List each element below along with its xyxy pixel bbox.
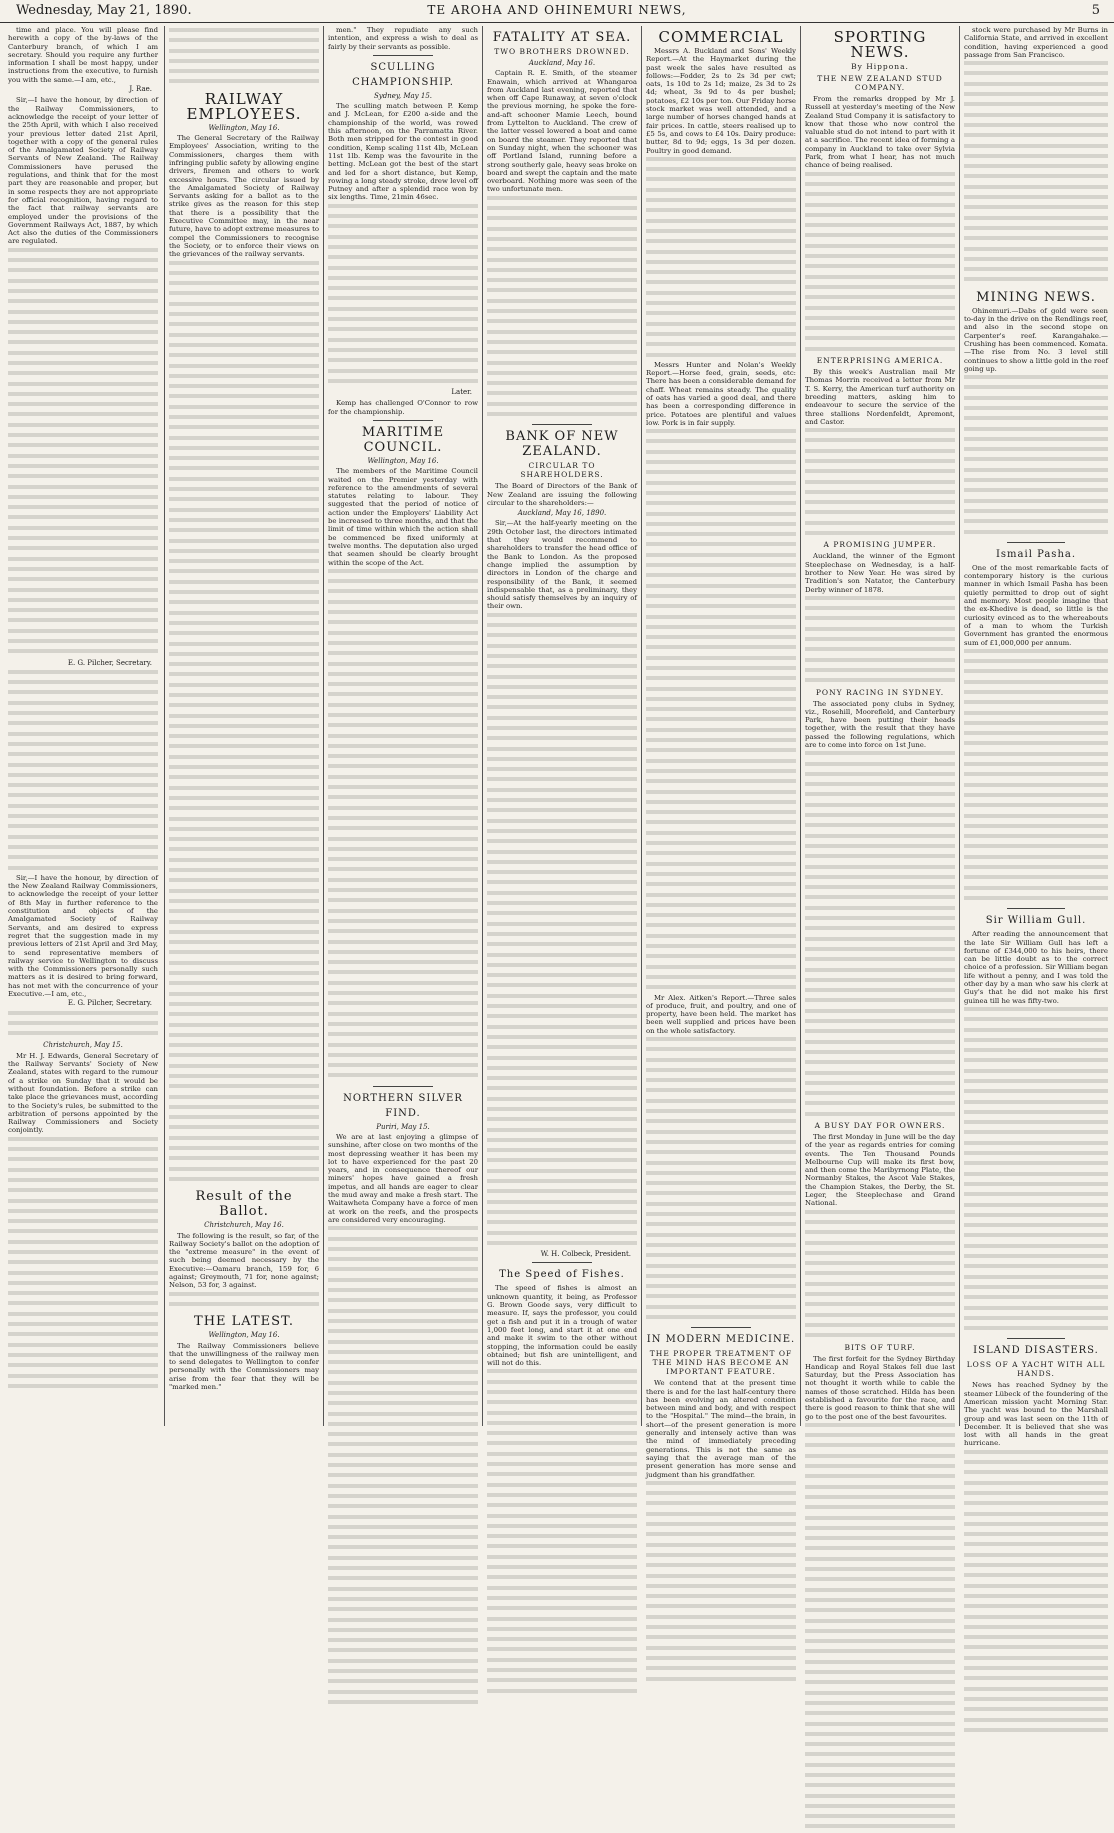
dateline: Christchurch, May 15. <box>43 1041 123 1050</box>
subheadline: THE NEW ZEALAND STUD COMPANY. <box>817 74 943 92</box>
article-paragraph: The following is the result, so far, of the Railway Society's ballot on the adoption of the "extreme measure" in the event of such being deemed necessary by the Executive:—Oamaru branch, 159 for, 6 against; Greymouth, 71 for, none against; Nelson, 53 for, 3 against. <box>169 1231 319 1290</box>
subheadline: TWO BROTHERS DROWNED. <box>494 47 630 56</box>
article-paragraph: The associated pony clubs in Sydney, viz., Rosehill, Moorefield, and Canterbury Park, have been putting their heads together, with the result that they have passed the following regulations, which are to come into force on 1st June. <box>805 699 955 749</box>
article-paragraph: Sir,—At the half-yearly meeting on the 29th October last, the directors intimated that they would recommend to shareholders to transfer the head office of the Bank to London. As the proposed change implied the assumption by directors in London of the charge and responsibility of the Bank, it seemed indispensable that, as a preliminary, they should satisfy themselves by an inquiry of their own. <box>487 519 637 611</box>
article-paragraph: Kemp has challenged O'Connor to row for the championship. <box>328 399 478 416</box>
column-rule <box>641 26 642 1426</box>
column-rule <box>323 26 324 1426</box>
article-paragraph: The first Monday in June will be the day of the year as regards entries for coming events. The Ten Thousand Pounds Melbourne Cup will make its first bow, and then come the Maribyrnong Plate, the Normanby Stakes, the Ascot Vale Stakes, the Champion Stakes, the Derby, the St. Leger, the Steeplechase and Grand National. <box>805 1132 955 1208</box>
masthead-date: Wednesday, May 21, 1890. <box>16 3 192 18</box>
headline: ISLAND DISASTERS. <box>973 1345 1099 1357</box>
signature: E. G. Pilcher, Secretary. <box>67 999 152 1008</box>
headline: NORTHERN SILVER FIND. <box>343 1092 463 1119</box>
page-number: 5 <box>1091 3 1100 18</box>
column-rule <box>164 26 165 1426</box>
headline: SPORTING NEWS. <box>833 28 927 61</box>
subheadline: CIRCULAR TO SHAREHOLDERS. <box>520 461 604 480</box>
subheadline: A PROMISING JUMPER. <box>823 540 937 550</box>
article-paragraph: Sir,—I have the honour, by direction of the Railway Commissioners, to acknowledge the receipt of your letter of the 25th April, with which I also received your previous letter dated 21st April, together with a copy of the general rules of the Amalgamated Society of Railway Servants of New Zealand. The Railway Commissioners have perused the regulations, and think that for the most part they are reasonable and proper, but in some respects they are not appropriate for official recognition, having regard to the fact that railway servants are employed under the provisions of the Government Railways Act, 1887, by which Act also the duties of the Commissioners are regulated. <box>8 96 158 246</box>
article-paragraph: Captain R. E. Smith, of the steamer Enawain, which arrived at Whangaroa from Auckland last evening, reported that when off Cape Runaway, at seven o'clock the previous morning, he spoke the fore-and-aft schooner Mamie Leech, bound from Lyttelton to Auckland. The crew of the latter vessel lowered a boat and came on board the steamer. They reported that on Sunday night, when the schooner was off Portland Island, running before a strong southerly gale, heavy seas broke on board and swept the captain and the mate overboard. Nothing more was seen of the two unfortunate men. <box>487 69 637 194</box>
article-paragraph: The General Secretary of the Railway Employees' Association, writing to the Commissioners, charges them with infringing public safety by allowing engine drivers, firemen and others to work excessive hours. The circular issued by the Amalgamated Society of Railway Servants asking for a ballot as to the strike gives as the reason for this step that there is a possibility that the Executive Committee may, in the near future, have to adopt extreme measures to compel the Commissioners to recognise the Society, or to enforce their views on the grievances of the railway servants. <box>169 134 319 259</box>
headline: IN MODERN MEDICINE. <box>646 1334 796 1346</box>
masthead-title: TE AROHA AND OHINEMURI NEWS, <box>427 3 687 17</box>
headline: The Speed of Fishes. <box>499 1269 625 1281</box>
column-5 <box>646 26 796 1479</box>
column-rule <box>800 26 801 1426</box>
dateline: Wellington, May 16. <box>208 1331 280 1340</box>
headline: MARITIME COUNCIL. <box>361 424 445 455</box>
column-6 <box>805 26 955 1426</box>
article-paragraph: stock were purchased by Mr Burns in California State, and arrived in excellent condition, having experienced a good passage from San Francisco. <box>964 26 1108 59</box>
article-paragraph: Auckland, the winner of the Egmont Steeplechase on Wednesday, is a half-brother to New Year. He was sired by Tradition's son Natator, the Canterbury Derby winner of 1878. <box>805 552 955 594</box>
article-paragraph: By this week's Australian mail Mr Thomas Morrin received a letter from Mr T. S. Kerry, the American turf authority on breeding matters, asking him to endeavour to secure the service of the three stallions Nordenfeldt, Apremont, and Castor. <box>805 368 955 426</box>
article-paragraph: From the remarks dropped by Mr J. Russell at yesterday's meeting of the New Zealand Stud Company it is satisfactory to know that those who now control the valuable stud do not intend to part with it at a sacrifice. The recent idea of forming a company in Auckland to take over Sylvia Park, from what I hear, has not much chance of being realised. <box>805 95 955 170</box>
column-rule <box>959 26 960 1426</box>
article-paragraph: Ohinemuri.—Dabs of gold were seen to-day in the drive on the Rendlings reef, and also in the second stope on Carpenter's reef. Karangahake.—Crushing has been commenced. Komata.—The rise from No. 3 level still continues to show a little gold in the reef going up. <box>964 306 1108 373</box>
dateline: Puriri, May 15. <box>376 1122 430 1131</box>
dateline: Wellington, May 16. <box>208 123 280 132</box>
subheadline: LOSS OF A YACHT WITH ALL HANDS. <box>966 1360 1106 1379</box>
article-paragraph: Mr Alex. Aitken's Report.—Three sales of produce, fruit, and poultry, and one of property, have been held. The market has been well supplied and prices have been on the whole satisfactory. <box>646 993 796 1035</box>
article-paragraph: The Railway Commissioners believe that the unwillingness of the railway men to send delegates to Wellington to confer personally with the Commissioners may arise from the fear that they will be "marked men." <box>169 1341 319 1391</box>
byline: By Hippona. <box>851 62 909 71</box>
article-paragraph: The members of the Maritime Council waited on the Premier yesterday with reference to the amendments of several statutes relating to labour. They suggested that the period of notice of action under the Employers' Liability Act be increased to three months, and that the limit of time within which the action shall be commenced be fixed uniformly at twelve months. The deputation also urged that seamen should be clearly brought within the scope of the Act. <box>328 467 478 567</box>
article-paragraph: Mr H. J. Edwards, General Secretary of the Railway Servants' Society of New Zealand, states with regard to the rumour of a strike on Sunday that it would be without foundation. Before a strike can take place the grievances must, according to the Society's rules, be submitted to the arbitration of persons appointed by the Railway Commissioners and Society conjointly. <box>8 1051 158 1135</box>
article-paragraph: The sculling match between P. Kemp and J. McLean, for £200 a-side and the championship of the world, was rowed this afternoon, on the Parramatta River. Both men stripped for the contest in good condition, Kemp scaling 11st 4lb, McLean 11st 1lb. Kemp was the favourite in the betting. McLean got the best of the start and led for a short distance, but Kemp, rowing a long steady stroke, drew level off Putney and after a splendid race won by six lengths. Time, 21min 46sec. <box>328 102 478 202</box>
dateline: Wellington, May 16. <box>367 456 439 465</box>
article-paragraph: Messrs Hunter and Nolan's Weekly Report.—Horse feed, grain, seeds, etc: There has been a considerable demand for chaff. Wheat remains steady. The quality of oats has varied a good deal, and there has been a corresponding difference in price. Potatoes are plentiful and values low. Pork is in fair supply. <box>646 360 796 427</box>
article-paragraph: time and place. You will please find herewith a copy of the by-laws of the Canterbury branch, of which I am secretary. Should you require any further information I shall be most happy, under instructions from the executive, to furnish you with the same.—I am, etc., <box>8 26 158 84</box>
column-4 <box>487 26 637 1426</box>
dateline: Christchurch, May 16. <box>204 1221 284 1230</box>
headline: SCULLING CHAMPIONSHIP. <box>352 61 454 88</box>
column-rule <box>482 26 483 1426</box>
headline: Result of the Ballot. <box>195 1189 293 1220</box>
signature: E. G. Pilcher, Secretary. <box>67 658 152 667</box>
headline: BANK OF NEW ZEALAND. <box>505 429 619 460</box>
headline: COMMERCIAL <box>658 28 784 46</box>
dateline: Auckland, May 16, 1890. <box>517 509 607 518</box>
article-paragraph: men." They repudiate any such intention, and express a wish to deal as fairly by their servants as possible. <box>328 26 478 51</box>
column-2 <box>169 26 319 1426</box>
column-1 <box>8 26 158 1426</box>
article-paragraph: The first forfeit for the Sydney Birthday Handicap and Royal Stakes fell due last Saturday, but the Press Association has not thought it worth while to cable the names of those scratched. Hilda has been established a favourite for the race, and there is good reason to think that she will go to the post one of the best favourites. <box>805 1354 955 1421</box>
dateline: Sydney, May 15. <box>373 91 432 100</box>
headline: MINING NEWS. <box>976 289 1096 305</box>
article-paragraph: Sir,—I have the honour, by direction of the New Zealand Railway Commissioners, to acknowledge the receipt of your letter of 8th May in further reference to the constitution and objects of the Amalgamated Society of Railway Servants, and am desired to express regret that the suggestion made in my previous letters of 21st April and 3rd May, to send representative members of railway service to Wellington to discuss with the Commissioners personally such matters as it is desired to bring forward, has not met with the concurrence of your Executive.—I am, etc., <box>8 873 158 998</box>
subheadline: PONY RACING IN SYDNEY. <box>815 687 945 697</box>
article-paragraph: News has reached Sydney by the steamer Lübeck of the foundering of the American mission yacht Morning Star. The yacht was bound to the Marshall group and was last seen on the 11th of December. It is believed that she was lost with all hands in the great hurricane. <box>964 1381 1108 1448</box>
article-paragraph: One of the most remarkable facts of contemporary history is the curious manner in which Ismail Pasha has been quietly permitted to drop out of sight and memory. Most people imagine that the ex-Khedive is dead, so little is the curiosity evinced as to the whereabouts of a man to whom the Turkish Government has granted the enormous sum of £1,000,000 per annum. <box>964 563 1108 647</box>
headline: THE LATEST. <box>194 1314 294 1330</box>
masthead <box>0 0 1114 23</box>
article-paragraph: We are at last enjoying a glimpse of sunshine, after close on two months of the most depressing weather it has been my lot to have experienced for the past 20 years, and in consequence thereof our miners' hopes have gained a fresh impetus, and all hands are eager to clear the mud away and make a fresh start. The Waitawheta Company have a force of men at work on the reefs, and the prospects are considered very encouraging. <box>328 1132 478 1224</box>
headline: FATALITY AT SEA. <box>492 30 632 45</box>
subheadline: A BUSY DAY FOR OWNERS. <box>814 1120 946 1130</box>
article-paragraph: Messrs A. Buckland and Sons' Weekly Report.—At the Haymarket during the past week the sales have resulted as follows:—Fodder, 2s to 2s 3d per cwt; oats, 1s 10d to 2s 1d; maize, 2s 3d to 2s 4d; wheat, 3s 9d to 4s per bushel; potatoes, £2 10s per ton. Our Friday horse stock market was well attended, and a large number of horses changed hands at fair prices. In cattle, steers realised up to £5 5s, and cows to £4 10s. Dairy produce: butter, 8d to 9d; eggs, 1s 3d per dozen. Poultry in good demand. <box>646 47 796 155</box>
dateline: Auckland, May 16. <box>528 59 596 67</box>
signature: Later. <box>451 388 472 397</box>
article-paragraph: The speed of fishes is almost an unknown quantity, it being, as Professor G. Brown Goode says, very difficult to measure. If, says the professor, you could get a fish and put it in a trough of water 1,000 feet long, and start it at one end and make it swim to the other without stopping, the information could be easily obtained; but fish are unintelligent, and will not do this. <box>487 1284 637 1368</box>
article-paragraph: After reading the announcement that the late Sir William Gull has left a fortune of £344,000 to his heirs, there can be little doubt as to the correct choice of a profession. Sir William began life without a penny, and I was told the other day by a man who saw his clerk at Guy's that he did not make his first guinea till he was fifty-two. <box>964 930 1108 1005</box>
headline: RAILWAY EMPLOYEES. <box>186 89 302 123</box>
signature: W. H. Colbeck, President. <box>540 1250 631 1259</box>
subheadline: BITS OF TURF. <box>844 1342 916 1352</box>
signature: J. Rae. <box>129 85 152 94</box>
column-3 <box>328 26 478 1426</box>
subheadline: THE PROPER TREATMENT OF THE MIND HAS BECOME AN IMPORTANT FEATURE. <box>649 1349 793 1377</box>
article-paragraph: We contend that at the present time there is and for the last half-century there has been evolving an altered condition between mind and body, and with respect to the "Hospital." The mind—the brain, in short—of the present generation is more generally and intensely active than was the mind of immediately preceding generations. This is not the same as saying that the average man of the present generation has more sense and judgment than his grandfather. <box>646 1379 796 1479</box>
subheadline: ENTERPRISING AMERICA. <box>816 356 944 366</box>
headline: Sir William Gull. <box>985 915 1087 927</box>
headline: Ismail Pasha. <box>995 548 1077 560</box>
article-paragraph: The Board of Directors of the Bank of New Zealand are issuing the following circular to the shareholders:— <box>487 482 637 507</box>
column-7 <box>964 26 1108 1448</box>
